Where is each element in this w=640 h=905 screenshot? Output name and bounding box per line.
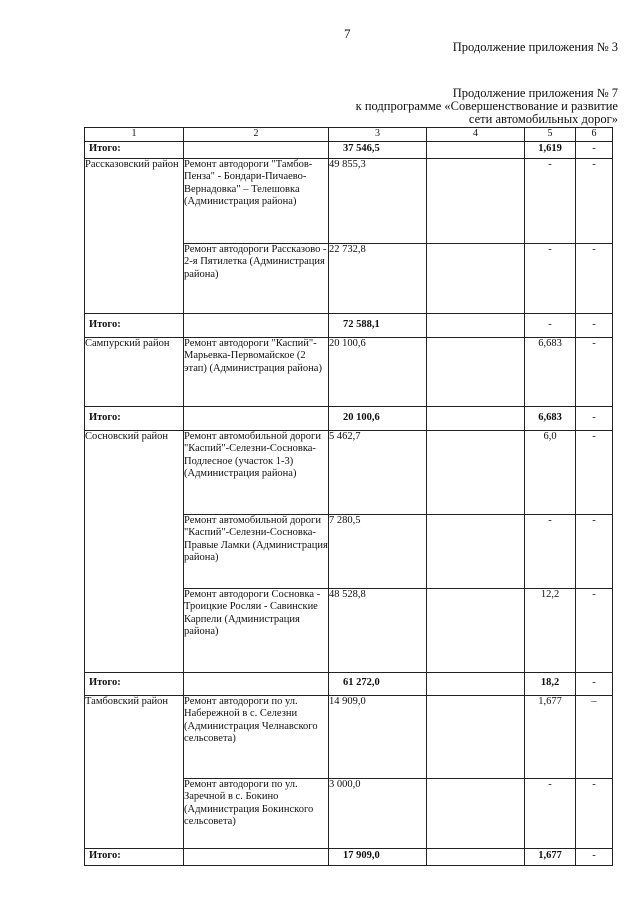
total-row: [85, 848, 613, 865]
item-col5: -: [525, 158, 576, 243]
total-row: [85, 406, 613, 430]
item-sum: 48 528,8: [329, 588, 427, 672]
header-cell-3: 3: [329, 128, 427, 142]
item-col6: -: [576, 588, 613, 672]
item-name: Ремонт автодороги Сосновка - Троицкие Росляи - Савинские Карпели (Администрация района): [184, 588, 329, 672]
item-col5: 12,2: [525, 588, 576, 672]
table-row: [85, 337, 613, 406]
total-label: Итого:: [85, 141, 184, 158]
empty-cell: [184, 848, 329, 865]
empty-cell: [427, 695, 525, 778]
empty-cell: [427, 406, 525, 430]
item-col6: -: [576, 514, 613, 588]
item-name: Ремонт автомобильной дороги "Каспий"-Селезни-Сосновка-Подлесное (участок 1-3) (Администрация района): [184, 430, 329, 514]
total-sum: 17 909,0: [329, 848, 427, 865]
page-number: 7: [344, 26, 351, 41]
empty-cell: [427, 672, 525, 695]
empty-cell: [427, 313, 525, 337]
total-col5: -: [525, 313, 576, 337]
total-label: Итого:: [85, 672, 184, 695]
item-col5: 1,677: [525, 695, 576, 778]
item-col6: -: [576, 430, 613, 514]
empty-cell: [427, 243, 525, 313]
item-sum: 22 732,8: [329, 243, 427, 313]
header-row: [85, 128, 613, 142]
item-col5: -: [525, 243, 576, 313]
item-name: Ремонт автодороги по ул. Заречной в с. Бокино (Администрация Бокинского сельсовета): [184, 778, 329, 848]
item-name: Ремонт автодороги по ул. Набережной в с. Селезни (Администрация Челнавского сельсовета): [184, 695, 329, 778]
item-name: Ремонт автодороги "Каспий"-Марьевка-Первомайское (2 этап) (Администрация района): [184, 337, 329, 406]
item-sum: 14 909,0: [329, 695, 427, 778]
total-label: Итого:: [85, 406, 184, 430]
total-col5: 18,2: [525, 672, 576, 695]
total-sum: 37 546,5: [329, 141, 427, 158]
item-sum: 20 100,6: [329, 337, 427, 406]
item-col5: 6,683: [525, 337, 576, 406]
total-label: Итого:: [85, 848, 184, 865]
item-col5: -: [525, 514, 576, 588]
total-col6: -: [576, 672, 613, 695]
item-sum: 5 462,7: [329, 430, 427, 514]
header-cell-1: 1: [85, 128, 184, 142]
empty-cell: [427, 337, 525, 406]
empty-cell: [427, 588, 525, 672]
empty-cell: [427, 141, 525, 158]
table-row: [85, 158, 613, 243]
table-row: [85, 430, 613, 514]
item-col5: 6,0: [525, 430, 576, 514]
total-col6: -: [576, 141, 613, 158]
item-col6: –: [576, 695, 613, 778]
item-sum: 3 000,0: [329, 778, 427, 848]
total-col6: -: [576, 848, 613, 865]
empty-cell: [184, 313, 329, 337]
total-sum: 61 272,0: [329, 672, 427, 695]
item-col6: -: [576, 778, 613, 848]
region-name: Рассказовский район: [85, 158, 184, 313]
empty-cell: [427, 514, 525, 588]
total-sum: 72 588,1: [329, 313, 427, 337]
total-row: [85, 141, 613, 158]
item-name: Ремонт автомобильной дороги "Каспий"-Селезни-Сосновка-Правые Ламки (Администрация района): [184, 514, 329, 588]
total-col5: 1,677: [525, 848, 576, 865]
item-col5: -: [525, 778, 576, 848]
subtitle-line-1: Продолжение приложения № 7: [452, 86, 618, 100]
item-col6: -: [576, 337, 613, 406]
total-sum: 20 100,6: [329, 406, 427, 430]
empty-cell: [427, 158, 525, 243]
header-cell-6: 6: [576, 128, 613, 142]
total-col5: 6,683: [525, 406, 576, 430]
item-name: Ремонт автодороги "Тамбов-Пенза" - Бондари-Пичаево-Вернадовка" – Телешовка (Администрация района): [184, 158, 329, 243]
item-name: Ремонт автодороги Рассказово - 2-я Пятилетка (Администрация района): [184, 243, 329, 313]
total-col6: -: [576, 406, 613, 430]
total-row: [85, 672, 613, 695]
header-cell-2: 2: [184, 128, 329, 142]
empty-cell: [184, 672, 329, 695]
table-row: [85, 695, 613, 778]
header-cell-5: 5: [525, 128, 576, 142]
total-label: Итого:: [85, 313, 184, 337]
header-cell-4: 4: [427, 128, 525, 142]
item-sum: 7 280,5: [329, 514, 427, 588]
empty-cell: [184, 406, 329, 430]
item-col6: -: [576, 243, 613, 313]
empty-cell: [184, 141, 329, 158]
total-col6: -: [576, 313, 613, 337]
region-name: Сампурский район: [85, 337, 184, 406]
region-name: Сосновский район: [85, 430, 184, 672]
item-col6: -: [576, 158, 613, 243]
item-sum: 49 855,3: [329, 158, 427, 243]
empty-cell: [427, 430, 525, 514]
empty-cell: [427, 848, 525, 865]
appendix-continuation-header: Продолжение приложения № 3: [452, 40, 618, 54]
roads-table: [84, 127, 613, 866]
subtitle-line-2: к подпрограмме «Совершенствование и развитие: [355, 99, 618, 113]
total-row: [85, 313, 613, 337]
total-col5: 1,619: [525, 141, 576, 158]
region-name: Тамбовский район: [85, 695, 184, 848]
empty-cell: [427, 778, 525, 848]
subtitle-line-3: сети автомобильных дорог»: [468, 112, 618, 126]
